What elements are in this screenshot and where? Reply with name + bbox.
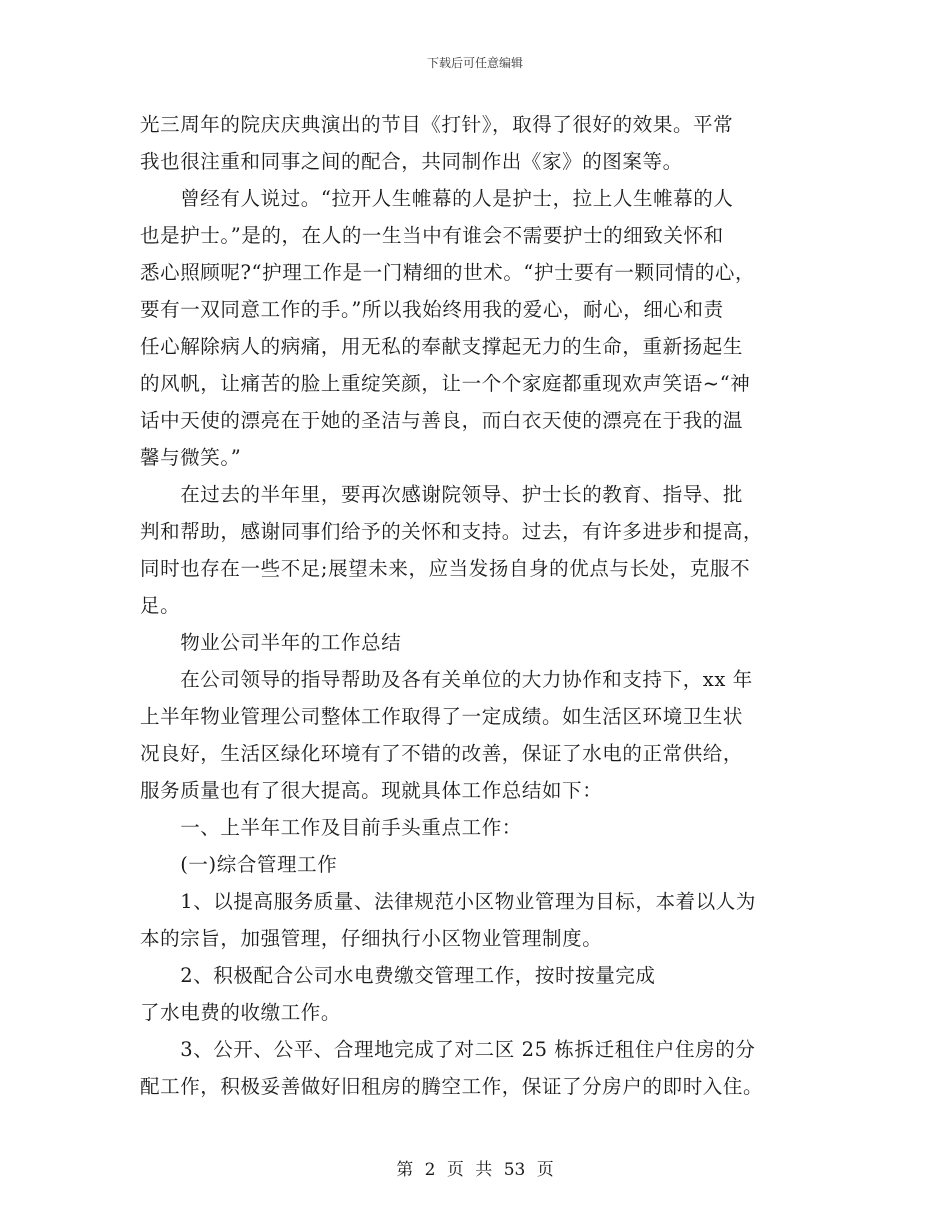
text-line: 也是护士。”是的，在人的一生当中有谁会不需要护士的细致关怀和 xyxy=(140,224,724,247)
text-line: 同时也存在一些不足;展望未来，应当发扬自身的优点与长处，克服不 xyxy=(140,557,751,580)
text-line: 光三周年的院庆庆典演出的节目《打针》，取得了很好的效果。平常 xyxy=(140,113,734,136)
text-line: 悉心照顾呢?“护理工作是一门精细的世术。“护士要有一颗同情的心， xyxy=(140,261,756,284)
page-header: 下载后可任意编辑 xyxy=(426,56,523,70)
text-line: 在公司领导的指导帮助及各有关单位的大力协作和支持下，xx 年 xyxy=(140,668,753,691)
text-line: 本的宗旨，加强管理，仔细执行小区物业管理制度。 xyxy=(140,927,603,950)
text-line: 要有一双同意工作的手。”所以我始终用我的爱心，耐心，细心和责 xyxy=(140,298,724,321)
heading-level-1: 一、上半年工作及目前手头重点工作： xyxy=(140,816,522,839)
text-line: 配工作，积极妥善做好旧租房的腾空工作，保证了分房户的即时入住。 xyxy=(140,1075,764,1098)
text-line: 况良好，生活区绿化环境有了不错的改善，保证了水电的正常供给， xyxy=(140,742,744,765)
heading-level-2: (一)综合管理工作 xyxy=(140,853,338,876)
text-line: 话中天使的漂亮在于她的圣洁与善良，而白衣天使的漂亮在于我的温 xyxy=(140,409,744,432)
text-line: 了水电费的收缴工作。 xyxy=(140,1001,342,1024)
text-line: 馨与微笑。” xyxy=(140,446,242,469)
text-line: 在过去的半年里，要再次感谢院领导、护士长的教育、指导、批 xyxy=(140,483,744,506)
text-line: 上半年物业管理公司整体工作取得了一定成绩。如生活区环境卫生状 xyxy=(140,705,744,728)
text-line: 2、积极配合公司水电费缴交管理工作，按时按量完成 xyxy=(140,964,656,987)
text-line: 任心解除病人的病痛，用无私的奉献支撑起无力的生命，重新扬起生 xyxy=(140,335,744,358)
text-line: 判和帮助，感谢同事们给予的关怀和支持。过去，有许多进步和提高， xyxy=(140,520,764,543)
text-line: 的风帆，让痛苦的脸上重绽笑颜，让一个个家庭都重现欢声笑语~“神 xyxy=(140,372,751,395)
text-line: 我也很注重和同事之间的配合，共同制作出《家》的图案等。 xyxy=(140,150,683,173)
text-line: 足。 xyxy=(140,594,181,617)
text-line: 1、以提高服务质量、法律规范小区物业管理为目标，本着以人为 xyxy=(140,890,757,913)
text-line: 服务质量也有了很大提高。现就具体工作总结如下： xyxy=(140,779,603,802)
page-number-footer: 第 2 页 共 53 页 xyxy=(396,1160,554,1180)
text-line: 3、公开、公平、合理地完成了对二区 25 栋拆迁租住户住房的分 xyxy=(140,1038,756,1061)
section-title: 物业公司半年的工作总结 xyxy=(140,631,402,654)
text-line: 曾经有人说过。“拉开人生帷幕的人是护士，拉上人生帷幕的人 xyxy=(140,187,734,210)
